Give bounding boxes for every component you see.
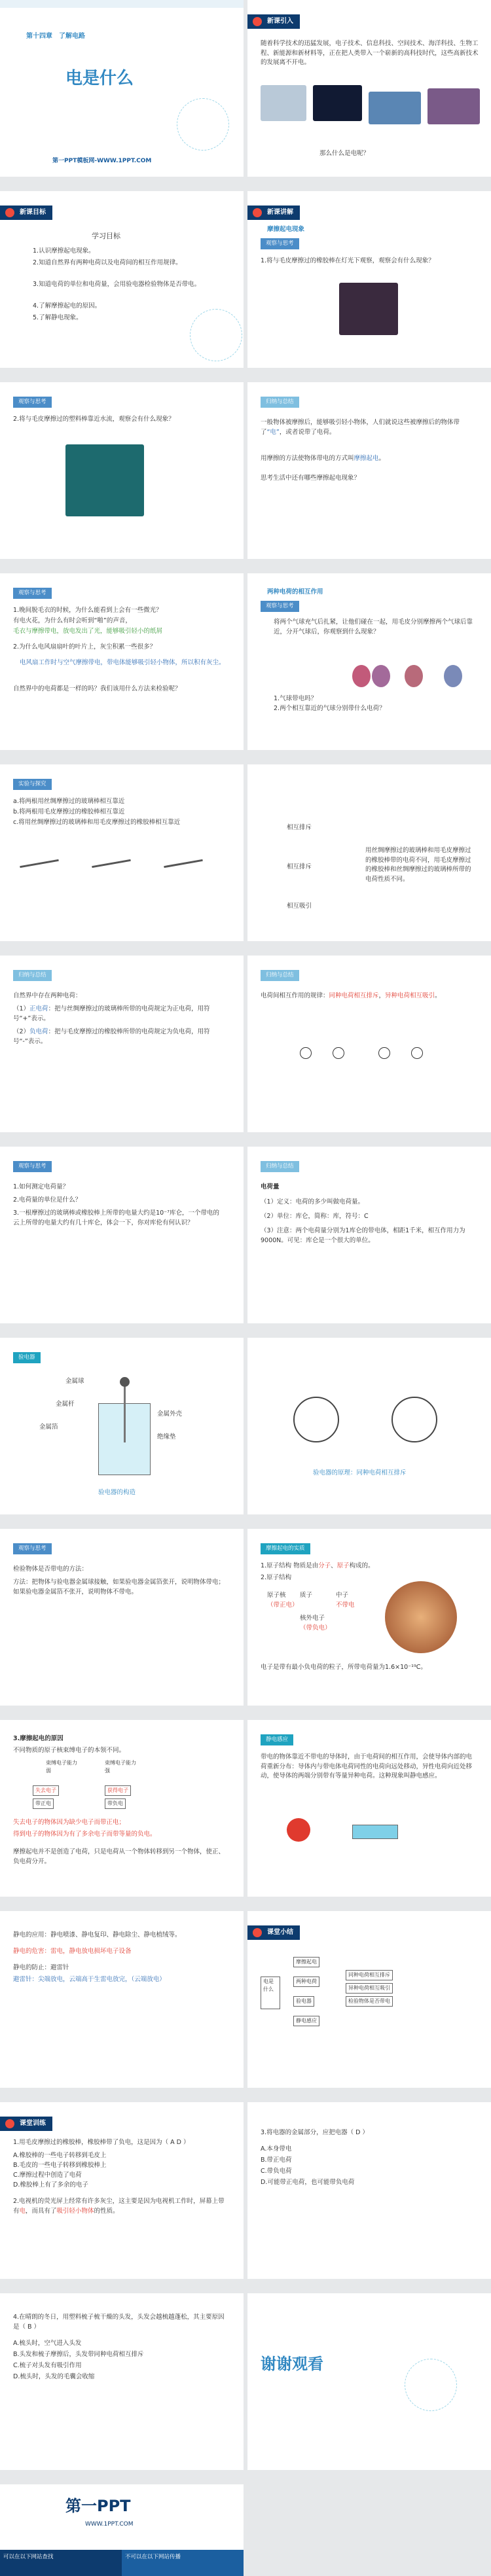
question-line: 3.一根摩擦过的玻璃棒或橡胶棒上所带的电量大约是10⁻⁷库仑，一个带电的云上所带的电量大约有几十库仑，体会一下，你对库伦有何认识？: [13, 1209, 219, 1226]
experiment-item: b.将两根用毛皮摩擦过的橡胶棒相互靠近: [13, 808, 125, 815]
atom-photo: [385, 1581, 457, 1653]
practice-question: 3.将电器的金属部分，应把电器（ D ）: [261, 2129, 369, 2136]
slide-intro: [247, 0, 491, 177]
top-bar: [0, 0, 244, 8]
electroscope-ball: [120, 1377, 130, 1387]
question-line: 自然界中的电荷都是一样的吗？我们该用什么方法来检验呢？: [13, 685, 181, 692]
result-label: 相互排斥: [287, 863, 312, 870]
practice-option: A.橡胶棒的一些电子转移到毛皮上: [13, 2152, 107, 2159]
observe-tag: 观察与思考: [13, 588, 52, 599]
unit-item: （3）注意：两个电荷量分别为1库仑的带电体，相距1千米，相互作用力为9000N。可见：库仑是一个很大的单位。: [261, 1227, 465, 1244]
practice-option: C.梳子对头发有吸引作用: [13, 2362, 82, 2369]
principle-caption: 验电器的原理：同种电荷相互排斥: [313, 1469, 407, 1476]
cause-label: 束缚电子能力弱: [46, 1760, 77, 1774]
practice-option: D.可能带正电荷，也可能带负电荷: [261, 2179, 355, 2186]
slide-electroscope-principle: [247, 1338, 491, 1514]
slide-summary: [247, 1911, 491, 2088]
summary-tag: 归纳与总结: [261, 970, 299, 981]
experiment-text: 1.将与毛皮摩擦过的橡胶棒在灯光下观察，观察会有什么现象？: [261, 257, 435, 264]
cause-title: 3.摩擦起电的原因: [13, 1735, 64, 1742]
dandelion-icon: [405, 2359, 457, 2411]
section-title: 两种电荷的相互作用: [267, 588, 323, 596]
slide-friction-cause: [0, 1720, 244, 1897]
result-label: 相互排斥: [287, 824, 312, 831]
brand-logo: 第一PPT: [65, 2497, 131, 2515]
slide-balloons: [247, 573, 491, 750]
electron-text: 电子是带有最小负电荷的粒子，所带电荷量为1.6×10⁻¹⁹C。: [261, 1664, 427, 1671]
question-line: 2.电荷量的单位是什么？: [13, 1196, 82, 1204]
question-line: 2.为什么电风扇扇叶的叶片上，灰尘积累一些很多？: [13, 643, 156, 651]
lightning-rod-text: 避雷针：尖端放电，云端高于生雷电放完，（云端放电）: [13, 1976, 166, 1983]
slide-charge-rule: [247, 956, 491, 1132]
question-line: 有电火花，为什么有时会听到“啪”的声音，: [13, 617, 132, 624]
summary-branch: 摩擦起电: [293, 1957, 319, 1967]
robot-arm-photo: [427, 88, 480, 124]
practice-question: 1.用毛皮摩擦过的橡胶棒，橡胶棒带了负电，这是因为（ A D ）: [13, 2139, 190, 2146]
rod: [164, 859, 203, 868]
positive-charge-def: （1）正电荷：把与丝绸摩擦过的玻璃棒所带的电荷规定为正电荷，用符号“+”表示。: [13, 1005, 210, 1022]
slide-static-use: [0, 1911, 244, 2088]
rule-text: 电荷间相互作用的规律：同种电荷相互排斥，异种电荷相互吸引。: [261, 992, 441, 999]
observe-tag: 观察与思考: [13, 1161, 52, 1172]
atom-label: 核外电子: [300, 1615, 325, 1622]
summary-sub: 同种电荷相互排斥: [346, 1970, 393, 1980]
section-tag: 验电器: [13, 1352, 41, 1363]
question-line: 1.如何测定电荷量？: [13, 1183, 69, 1190]
answer-line: 毛衣与摩擦带电，放电发出了光，能够吸引轻小的纸屑: [13, 628, 163, 635]
static-use-text: 静电的应用：静电喷漆、静电复印、静电除尘、静电植绒等。: [13, 1931, 181, 1939]
slide-goals: [0, 191, 244, 368]
atom-label: 质子: [300, 1592, 313, 1599]
slide-practice-2: [247, 2102, 491, 2279]
slide-title-text: 电是什么: [65, 69, 134, 88]
result-text: 用丝绸摩擦过的玻璃棒和用毛皮摩擦过的橡胶棒带的电荷不同，用毛皮摩擦过的橡胶棒和丝绸摩擦过的玻璃棒所带的电荷性质不同。: [365, 847, 471, 884]
summary-tag: 归纳与总结: [13, 970, 52, 981]
balloon-question: 1.气球带电吗？: [274, 695, 318, 702]
balloon-text: 将两个气球充气后扎紧，让他们碰在一起，用毛皮分别摩擦两个气球后靠近，分开气球后，你观察到什么现象？: [274, 618, 473, 635]
summary-paragraph: 一般物体被摩擦后，能够吸引轻小物体，人们就说这些被摩擦后的物体带了“电”，或者说带了电荷。: [261, 419, 460, 436]
experiment-text: 2.将与毛皮摩擦过的塑料棒靠近水流，观察会有什么现象？: [13, 416, 175, 423]
intro-question: 那么什么是电呢？: [319, 150, 370, 157]
charge-ball: [300, 1047, 312, 1059]
diagram-caption: 验电器的构造: [98, 1489, 136, 1496]
cause-tag: 带正电: [33, 1798, 54, 1809]
charges-intro: 自然界中存在两种电荷：: [13, 992, 82, 999]
atom-label: 不带电: [336, 1601, 355, 1609]
practice-option: B.带正电荷: [261, 2156, 292, 2164]
satellite-photo: [313, 85, 362, 121]
rod: [92, 859, 131, 868]
summary-branch: 两种电荷: [293, 1977, 319, 1987]
observe-tag: 观察与思考: [13, 397, 52, 408]
atom-label: （带正电）: [267, 1601, 299, 1609]
balloon-question: 2.两个相互靠近的气球分别带什么电荷？: [274, 705, 386, 712]
atom-subtitle: 2.原子结构: [261, 1574, 292, 1581]
slide-friction-summary: [247, 382, 491, 559]
practice-option: D.橡胶棒上有了多余的电子: [13, 2181, 88, 2189]
part-label: 金属外壳: [157, 1410, 183, 1418]
summary-tag: 归纳与总结: [261, 397, 299, 408]
result-label: 相互吸引: [287, 903, 312, 910]
experiment-tag: 实验与探究: [13, 779, 52, 790]
cause-conclusion: 摩擦起电并不是创造了电荷，只是电荷从一个物体转移到另一个物体，使正、负电荷分开。: [13, 1848, 225, 1865]
slide-two-charges: [0, 956, 244, 1132]
summary-root: 电是什么: [261, 1977, 280, 2009]
summary-sub: 异种电荷相互吸引: [346, 1983, 393, 1994]
slide-charge-unit: [247, 1147, 491, 1323]
section-header: 课堂训练: [0, 2117, 52, 2131]
induction-text: 带电的物体靠近不带电的导体时，由于电荷间的相互作用，会使导体内部的电荷重新分布：导体内与带电体电荷同性的电荷向远处移动，异性电荷向近处移动，使导体的两端分别带有等量异种电荷。这种现象叫静电感应。: [261, 1753, 473, 1780]
practice-question: 4.在晴朗的冬日，用塑料梳子梳干燥的头发，头发会越梳越蓬松，其主要原因是（ B ）: [13, 2314, 225, 2331]
glow-rod-photo: [339, 283, 398, 335]
slide-friction-1: [247, 191, 491, 368]
charge-ball: [333, 1047, 344, 1059]
goal-item: 3.知道电荷的单位和电荷量，会用验电器检验物体是否带电。: [33, 281, 201, 288]
slide-atom: [247, 1529, 491, 1706]
goal-item: 5.了解静电现象。: [33, 314, 82, 321]
section-title: 摩擦起电现象: [267, 226, 305, 233]
brand-text: 第一PPT模板网-WWW.1PPT.COM: [52, 158, 152, 164]
section-tag: 摩擦起电的实质: [261, 1543, 310, 1554]
slide-practice-1: [0, 2102, 244, 2279]
atom-text: 1.原子结构 物质是由分子、原子构成的。: [261, 1562, 374, 1569]
question-line: 1.晚间脱毛衣的时候，为什么能看到上会有一些微光？: [13, 607, 162, 614]
practice-option: D.梳头时，头发的毛囊会收缩: [13, 2373, 95, 2380]
slide-practice-3: [0, 2293, 244, 2470]
slide-friction-2: [0, 382, 244, 559]
cause-explanation: 失去电子的物体因为缺少电子而带正电；: [13, 1819, 126, 1826]
part-label: 金属球: [65, 1378, 84, 1385]
experiment-item: a.将两根用丝绸摩擦过的玻璃棒相互靠近: [13, 798, 125, 805]
experiment-item: c.将用丝绸摩擦过的玻璃棒和用毛皮摩擦过的橡胶棒相互靠近: [13, 819, 181, 826]
induction-conductor: [352, 1825, 398, 1839]
practice-option: B.毛皮的一些电子转移到橡胶棒上: [13, 2162, 107, 2169]
balloon: [444, 665, 462, 687]
electroscope-right: [391, 1397, 437, 1442]
summary-branch: 静电感应: [293, 2016, 319, 2026]
part-label: 绝缘垫: [157, 1433, 176, 1440]
slide-experiment: [0, 764, 244, 941]
slide-test-method: [0, 1529, 244, 1706]
section-header: 新课引入: [247, 14, 300, 29]
practice-option: C.摩擦过程中创造了电荷: [13, 2172, 82, 2179]
cause-tag: 获得电子: [105, 1785, 131, 1796]
cause-explanation: 得到电子的物体因为有了多余电子而带等量的负电。: [13, 1831, 156, 1838]
intro-text: 随着科学技术的迅猛发展，电子技术、信息科技、空间技术、海洋科技、生物工程、新能源和新材料等，正在把人类带入一个崭新的高科技时代，这些高新技术的发展离不开电。: [261, 40, 479, 67]
summary-sub: 检验物体是否带电: [346, 1996, 393, 2007]
goals-subtitle: 学习目标: [92, 232, 120, 240]
section-header: 课堂小结: [247, 1925, 300, 1940]
static-prevent-text: 静电的防止：避雷针: [13, 1964, 69, 1971]
practice-option: B.头发和梳子摩擦后，头发带同种电荷相互排斥: [13, 2351, 144, 2358]
goal-item: 2.知道自然界有两种电荷以及电荷间的相互作用规律。: [33, 259, 182, 266]
charge-ball: [411, 1047, 423, 1059]
slide-electroscope: [0, 1338, 244, 1514]
charge-ball: [378, 1047, 390, 1059]
thanks-text: 谢谢观看: [261, 2355, 323, 2373]
rod: [20, 859, 59, 868]
cause-label: 束缚电子能力强: [105, 1760, 136, 1774]
atom-label: 中子: [336, 1592, 349, 1599]
slide-title: [0, 0, 244, 177]
charged-ball: [287, 1818, 310, 1842]
practice-option: A.梳头时，空气进入头发: [13, 2340, 82, 2347]
water-stream-photo: [65, 444, 144, 516]
answer-line: 电风扇工作时与空气摩擦带电，带电体能够吸引轻小物体，所以积有灰尘。: [20, 659, 225, 666]
goal-item: 4.了解摩擦起电的原因。: [33, 302, 101, 310]
unit-heading: 电荷量: [261, 1183, 280, 1190]
slide-question: [0, 573, 244, 750]
part-label: 金属杆: [56, 1401, 75, 1408]
dandelion-icon: [190, 309, 242, 361]
observe-tag: 观察与思考: [261, 238, 299, 249]
summary-question: 思考生活中还有哪些摩擦起电现象？: [261, 474, 361, 482]
slide-induction: [247, 1720, 491, 1897]
section-header: 新课目标: [0, 206, 52, 220]
electroscope-rod: [124, 1384, 126, 1442]
balloon: [405, 665, 423, 687]
practice-option: A.本身带电: [261, 2145, 292, 2153]
goal-item: 1.认识摩擦起电现象。: [33, 247, 95, 255]
train-photo: [369, 92, 421, 124]
cause-tag: 失去电子: [33, 1785, 59, 1796]
dandelion-icon: [177, 98, 229, 151]
negative-charge-def: （2）负电荷：把与毛皮摩擦过的橡胶棒所带的电荷规定为负电荷，用符号“-”表示。: [13, 1028, 210, 1045]
section-tag: 静电感应: [261, 1734, 293, 1745]
electronics-photo: [261, 85, 306, 121]
slide-thanks: [247, 2293, 491, 2470]
unit-item: （1）定义：电荷的多少叫做电荷量。: [261, 1198, 365, 1206]
chapter-label: 第十四章 了解电路: [26, 33, 85, 40]
static-harm-text: 静电的危害：雷电，静电放电损坏电子设备: [13, 1948, 132, 1955]
observe-tag: 观察与思考: [13, 1543, 52, 1554]
balloon: [352, 665, 371, 687]
method-heading: 检验物体是否带电的方法：: [13, 1565, 88, 1573]
brand-url: WWW.1PPT.COM: [85, 2521, 134, 2528]
slide-charge-quantity: [0, 1147, 244, 1323]
footer-right: 不可以在以下网站传播: [122, 2550, 244, 2576]
slide-brand: [0, 2484, 244, 2576]
summary-branch: 验电器: [293, 1996, 314, 2007]
cause-text: 不同物质的原子核束缚电子的本领不同。: [13, 1747, 126, 1754]
method-detail: 方法：把物体与验电器金属球接触，如果验电器金属箔张开，说明物体带电；如果验电器金属箔不张开，说明物体不带电。: [13, 1579, 225, 1596]
cause-tag: 带负电: [105, 1798, 126, 1809]
practice-option: C.带负电荷: [261, 2168, 292, 2175]
observe-tag: 观察与思考: [261, 601, 299, 612]
footer-left: 可以在以下网站查找: [0, 2550, 122, 2576]
summary-tag: 归纳与总结: [261, 1161, 299, 1172]
electroscope-left: [293, 1397, 339, 1442]
summary-paragraph: 用摩擦的方法使物体带电的方式叫摩擦起电。: [261, 455, 386, 462]
slide-experiment-result: [247, 764, 491, 941]
practice-question-2: 2.电视机的荧光屏上经常有许多灰尘，这主要是因为电视机工作时，屏幕上带有电，而具有了吸引轻小物体的性质。: [13, 2198, 225, 2215]
section-header: 新课讲解: [247, 206, 300, 220]
atom-label: （带负电）: [300, 1624, 331, 1632]
part-label: 金属箔: [39, 1423, 58, 1431]
balloon: [372, 665, 390, 687]
atom-label: 原子核: [267, 1592, 286, 1599]
unit-item: （2）单位：库仑，简称：库，符号：C: [261, 1213, 369, 1220]
